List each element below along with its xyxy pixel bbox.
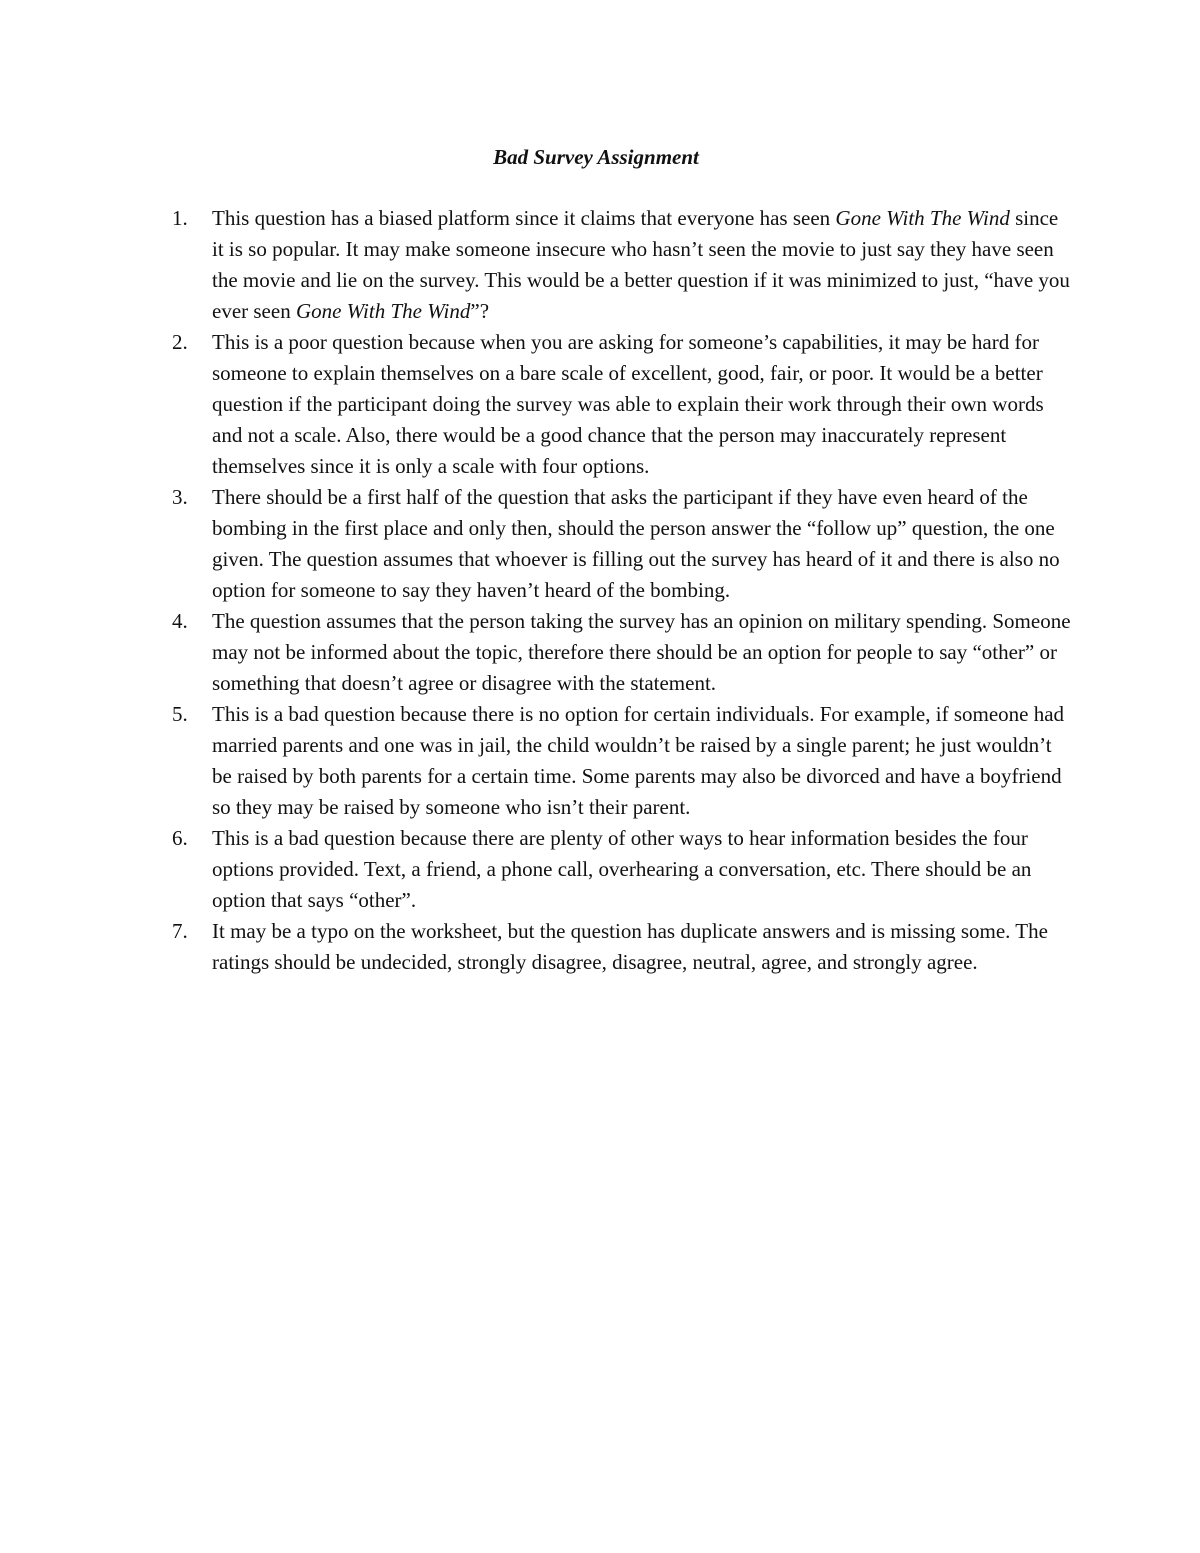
text-segment: ”? (470, 299, 490, 323)
text-segment: This question has a biased platform since it claims that everyone has seen (212, 206, 836, 230)
list-item (172, 699, 1072, 823)
list-item (172, 482, 1072, 606)
item-text: This is a bad question because there is no option for certain individuals. For example, if someone had married parents and one was in jail, the child wouldn’t be raised by a single parent; he just wouldn’t be raised by both parents for a certain time. Some parents may also be divorced and have a boyfriend so they may be raised by someone who isn’t their parent. (212, 702, 1065, 819)
item-number: 6. (172, 826, 188, 850)
item-text: This is a poor question because when you are asking for someone’s capabilities, it may be hard for someone to explain themselves on a bare scale of excellent, good, fair, or poor. It would be a better question if the participant doing the survey was able to explain their work through their own words and not a scale. Also, there would be a good chance that the person may inaccurately represent themselves since it is only a scale with four options. (212, 330, 1044, 478)
movie-title: Gone With The Wind (835, 206, 1010, 230)
movie-title: Gone With The Wind (295, 299, 471, 323)
item-text: The question assumes that the person taking the survey has an opinion on military spending. Someone may not be informed about the topic, therefore there should be an option for people to say “other” or something that doesn’t agree or disagree with the statement. (212, 609, 1071, 695)
item-number: 4. (172, 609, 188, 633)
item-number: 3. (172, 485, 188, 509)
item-text (212, 206, 1070, 323)
text-segment: since it is so popular. It may make someone insecure who hasn’t seen the movie to just say they have seen the movie and lie on the survey. This would be a better question if it was minimized to just, “have you ever seen (212, 206, 1070, 323)
item-number: 5. (172, 702, 188, 726)
list-item (172, 823, 1072, 916)
answer-list (172, 203, 1072, 978)
list-item (172, 203, 1072, 327)
item-text: This is a bad question because there are plenty of other ways to hear information besides the four options provided. Text, a friend, a phone call, overhearing a conversation, etc. There should be an option that says “other”. (212, 826, 1032, 912)
item-number: 2. (172, 330, 188, 354)
item-number: 7. (172, 919, 188, 943)
item-text: It may be a typo on the worksheet, but the question has duplicate answers and is missing some. The ratings should be undecided, strongly disagree, disagree, neutral, agree, and strongly agree. (212, 919, 1048, 974)
document-title: Bad Survey Assignment (493, 145, 699, 169)
item-number: 1. (172, 206, 188, 230)
list-item (172, 606, 1072, 699)
list-item (172, 327, 1072, 482)
list-item (172, 916, 1072, 978)
item-text: There should be a first half of the question that asks the participant if they have even heard of the bombing in the first place and only then, should the person answer the “follow up” question, the one given. The question assumes that whoever is filling out the survey has heard of it and there is also no option for someone to say they haven’t heard of the bombing. (212, 485, 1060, 602)
